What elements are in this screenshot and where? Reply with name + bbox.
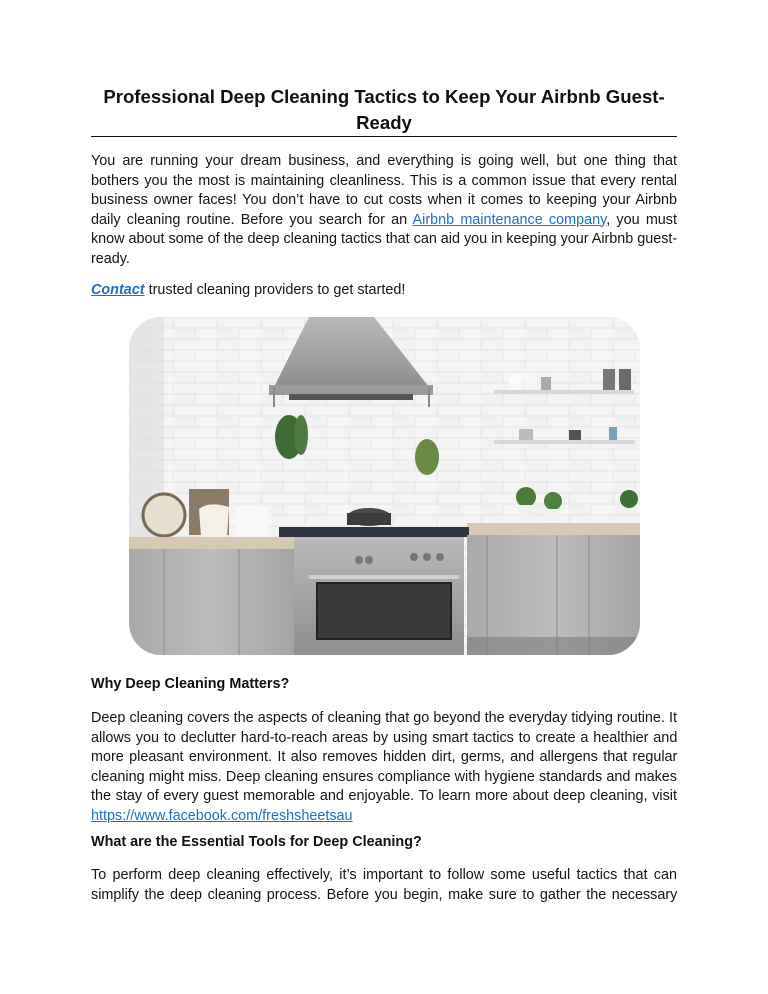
section1-line: allows you to declutter hard-to-reach areas by using smart tactics to create a healthier and	[91, 729, 678, 746]
section2-line: To perform deep cleaning effectively, it’s important to follow some useful tactics that can	[91, 867, 677, 883]
hanging-herbs	[415, 439, 439, 475]
facebook-link[interactable]: https://www.facebook.com/freshsheetsau	[91, 807, 353, 824]
wall-shelf	[494, 440, 634, 444]
intro-text: , you must	[606, 211, 677, 228]
title-line-2: Ready	[356, 112, 412, 133]
countertop	[467, 523, 640, 535]
oven-window	[317, 583, 451, 639]
countertop	[129, 537, 294, 549]
jug	[199, 504, 229, 537]
intro-line: You are running your dream business, and everything is going well, but one thing that	[91, 153, 677, 169]
section1-line: the stay of every guest memorable and enjoyable. To learn more about deep cleaning, visit	[91, 788, 677, 804]
intro-text: daily cleaning routine. Before you search for an	[91, 211, 413, 228]
section-heading-essential-tools: What are the Essential Tools for Deep Cleaning?	[91, 834, 422, 850]
airbnb-maintenance-company-link[interactable]: Airbnb maintenance company	[412, 211, 607, 228]
section2-line: simplify the deep cleaning process. Before you begin, make sure to gather the necessary	[91, 886, 678, 903]
section1-line: Deep cleaning covers the aspects of cleaning that go beyond the everyday tidying routine. It	[91, 710, 677, 726]
intro-line	[91, 211, 677, 231]
section-heading-why-deep-cleaning: Why Deep Cleaning Matters?	[91, 676, 290, 692]
document-title	[91, 84, 677, 136]
section2-paragraph	[91, 866, 677, 905]
section1-line: cleaning might miss. Deep cleaning ensures compliance with hygiene standards and makes	[91, 768, 677, 785]
section1-line: more pleasant environment. It also removes hidden dirt, germs, and allergens that regular	[91, 749, 678, 765]
title-line-1: Professional Deep Cleaning Tactics to Keep Your Airbnb Guest-	[103, 86, 665, 107]
intro-line: bothers you the most is maintaining cleanliness. This is a common issue that every rental	[91, 172, 677, 189]
intro-paragraph	[91, 152, 677, 269]
kitchen-scale	[143, 494, 185, 536]
section1-paragraph	[91, 709, 677, 826]
intro-line: business owner faces! You don’t have to cut costs when it comes to keeping your Airbnb	[91, 192, 677, 208]
contact-text: trusted cleaning providers to get started!	[144, 282, 406, 298]
kitchen-photo	[129, 317, 640, 655]
intro-line: ready.	[91, 250, 130, 267]
contact-link[interactable]: Contact	[91, 282, 145, 298]
title-underline-rule	[91, 136, 677, 137]
intro-line: know about some of the deep cleaning tactics that can aid you in keeping your Airbnb guest-	[91, 231, 678, 247]
cabinet-left	[129, 549, 294, 655]
wall-shelf	[494, 390, 634, 394]
contact-paragraph	[91, 281, 677, 301]
